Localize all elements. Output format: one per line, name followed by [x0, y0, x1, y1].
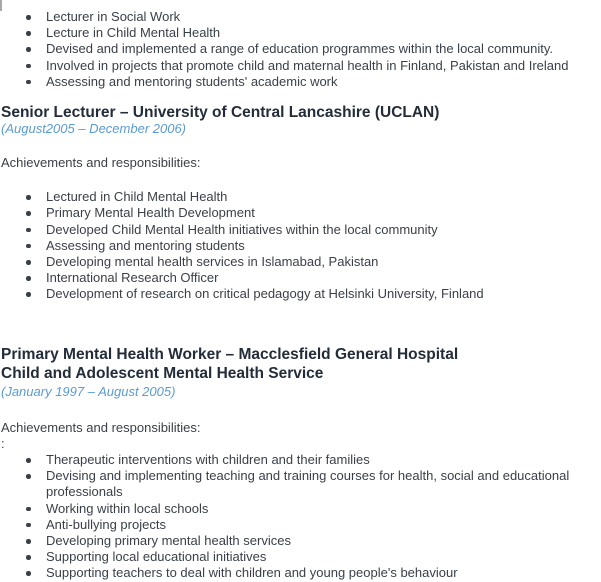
achievements-label: Achievements and responsibilities: [1, 419, 201, 435]
bullet-item [1, 58, 601, 74]
bullet-dot-icon [26, 276, 31, 281]
bullet-text: Devised and implemented a range of education programmes within the local community. [46, 41, 554, 57]
bullet-text: Devising and implementing teaching and training courses for health, social and educational professionals [46, 468, 570, 500]
bullet-text: Development of research on critical pedagogy at Helsinki University, Finland [46, 286, 484, 302]
job-title-line: Senior Lecturer – University of Central Lancashire (UCLAN) [1, 104, 440, 122]
bullet-dot-icon [26, 555, 31, 560]
bullet-text: Therapeutic interventions with children and their families [46, 452, 370, 468]
bullet-text: Primary Mental Health Development [46, 205, 255, 221]
bullet-text: Supporting teachers to deal with children and young people's behaviour [46, 565, 458, 581]
bullet-dot-icon [26, 31, 31, 36]
bullet-text: Developed Child Mental Health initiatives within the local community [46, 221, 438, 237]
job-dates: (August2005 – December 2006) [1, 121, 187, 137]
bullet-item [1, 238, 601, 254]
bullet-dot-icon [26, 64, 31, 69]
job-dates: (January 1997 – August 2005) [1, 383, 176, 399]
bullet-list [1, 452, 601, 582]
bullet-dot-icon [26, 47, 31, 52]
bullet-item [1, 74, 601, 90]
bullet-dot-icon [26, 571, 31, 576]
bullet-item [1, 254, 601, 270]
bullet-text: Supporting local educational initiatives [46, 549, 267, 565]
bullet-dot-icon [26, 260, 31, 265]
bullet-text: International Research Officer [46, 270, 219, 286]
bullet-item [1, 468, 601, 500]
bullet-item [1, 533, 601, 549]
bullet-list [1, 9, 601, 90]
bullet-item [1, 452, 601, 468]
stray-colon-text: : [1, 435, 5, 451]
bullet-item [1, 41, 601, 57]
bullet-text: Anti-bullying projects [46, 516, 166, 532]
bullet-dot-icon [26, 15, 31, 20]
bullet-item [1, 270, 601, 286]
bullet-item [1, 565, 601, 581]
bullet-text: Lecture in Child Mental Health [46, 25, 221, 41]
bullet-dot-icon [26, 195, 31, 200]
job-title-senior-lecturer [1, 104, 601, 121]
bullet-text: Lectured in Child Mental Health [46, 189, 228, 205]
achievements-label: Achievements and responsibilities: [1, 155, 201, 171]
bullet-text: Developing primary mental health services [46, 533, 291, 549]
bullet-text: Working within local schools [46, 500, 209, 516]
job-title-line: Child and Adolescent Mental Health Service [1, 365, 324, 383]
bullet-dot-icon [26, 458, 31, 463]
bullet-dot-icon [26, 244, 31, 249]
bullet-dot-icon [26, 292, 31, 297]
bullet-dot-icon [26, 80, 31, 85]
bullet-dot-icon [26, 228, 31, 233]
bullet-item [1, 501, 601, 517]
bullet-dot-icon [26, 523, 31, 528]
bullet-text: Assessing and mentoring students [46, 237, 245, 253]
job-title-primary-mental-health-worker [1, 345, 601, 384]
bullet-text: Lecturer in Social Work [46, 9, 181, 24]
bullet-text: Assessing and mentoring students' academic work [46, 73, 338, 89]
bullet-item [1, 517, 601, 533]
bullet-text: Developing mental health services in Islamabad, Pakistan [46, 254, 379, 270]
bullet-item [1, 189, 601, 205]
bullet-item [1, 9, 601, 25]
bullet-list [1, 189, 601, 302]
bullet-dot-icon [26, 507, 31, 512]
bullet-dot-icon [26, 539, 31, 544]
bullet-item [1, 205, 601, 221]
bullet-dot-icon [26, 211, 31, 216]
bullet-item [1, 286, 601, 302]
bullet-text: Involved in projects that promote child and maternal health in Finland, Pakistan and Ireland [46, 57, 569, 73]
bullet-item [1, 549, 601, 565]
bullet-item [1, 222, 601, 238]
bullet-item [1, 25, 601, 41]
bullet-dot-icon [26, 474, 31, 479]
job-title-line: Primary Mental Health Worker – Macclesfield General Hospital [1, 345, 459, 363]
